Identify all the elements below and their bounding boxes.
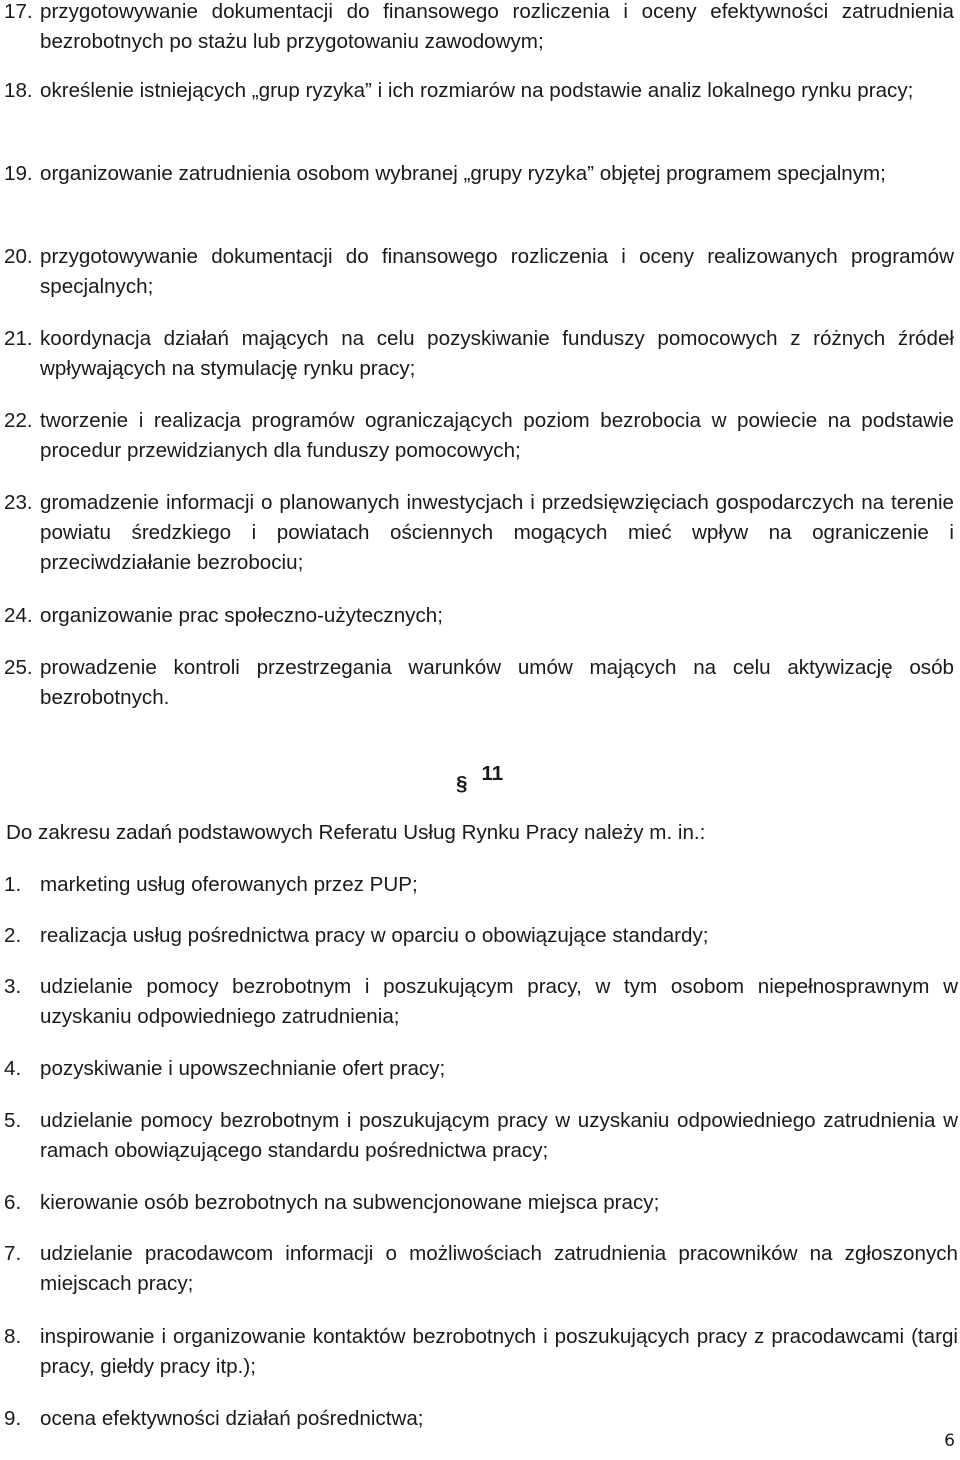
list-item-number: 24. — [4, 604, 33, 627]
section-number: 11 — [481, 762, 504, 785]
list-item-number: 23. — [4, 491, 33, 514]
list-item — [4, 242, 954, 302]
list-item — [4, 488, 954, 578]
list-item-number: 6. — [4, 1191, 22, 1214]
list-item-text: koordynacja działań mających na celu pozyskiwanie funduszy pomocowych z różnych źródeł wpływających na stymulację rynku pracy; — [40, 327, 954, 380]
list-item — [4, 870, 958, 900]
list-item — [4, 1239, 958, 1299]
list-item-number: 2. — [4, 924, 22, 947]
list-item-text: organizowanie prac społeczno-użytecznych; — [40, 604, 443, 627]
page-number: 6 — [944, 1431, 955, 1451]
list-item — [4, 76, 954, 106]
list-item-number: 8. — [4, 1325, 22, 1348]
list-item-number: 3. — [4, 975, 22, 998]
list-item — [4, 1188, 958, 1218]
list-item — [4, 653, 954, 713]
list-item — [4, 601, 954, 631]
list-item — [4, 1106, 958, 1166]
list-item-text: przygotowywanie dokumentacji do finansowego rozliczenia i oceny efektywności zatrudnienia bezrobotnych po stażu lub przygotowaniu zawodowym; — [40, 0, 954, 53]
list-item-text: udzielanie pracodawcom informacji o możliwościach zatrudnienia pracowników na zgłoszonych miejscach pracy; — [40, 1242, 958, 1295]
list-item — [4, 921, 958, 951]
list-item — [4, 0, 954, 57]
list-item-number: 9. — [4, 1407, 22, 1430]
list-item-number: 19. — [4, 162, 33, 185]
list-item-text: kierowanie osób bezrobotnych na subwencjonowane miejsca pracy; — [40, 1191, 660, 1214]
list-item — [4, 1322, 958, 1382]
list-item-number: 21. — [4, 327, 33, 350]
list-item — [4, 159, 954, 189]
list-item-text: marketing usług oferowanych przez PUP; — [40, 873, 418, 896]
section-heading — [456, 762, 504, 799]
list-item-text: prowadzenie kontroli przestrzegania warunków umów mających na celu aktywizację osób bezrobotnych. — [40, 656, 954, 709]
list-item-text: przygotowywanie dokumentacji do finansowego rozliczenia i oceny realizowanych programów specjalnych; — [40, 245, 954, 298]
section-intro: Do zakresu zadań podstawowych Referatu Usług Rynku Pracy należy m. in.: — [6, 821, 706, 844]
list-item-text: ocena efektywności działań pośrednictwa; — [40, 1407, 424, 1430]
paragraph-sign: § — [456, 772, 468, 795]
list-item-text: tworzenie i realizacja programów ograniczających poziom bezrobocia w powiecie na podstawie procedur przewidzianych dla funduszy pomocowych; — [40, 409, 954, 462]
list-item-number: 20. — [4, 245, 33, 268]
list-item — [4, 324, 954, 384]
list-item-text: udzielanie pomocy bezrobotnym i poszukującym pracy, w tym osobom niepełnosprawnym w uzyskaniu odpowiedniego zatrudnienia; — [40, 975, 958, 1028]
list-item-number: 1. — [4, 873, 22, 896]
list-item-text: realizacja usług pośrednictwa pracy w oparciu o obowiązujące standardy; — [40, 924, 709, 947]
list-item-number: 4. — [4, 1057, 22, 1080]
list-item — [4, 1054, 958, 1084]
list-item-number: 5. — [4, 1109, 22, 1132]
list-item-number: 17. — [4, 0, 33, 23]
list-item-text: określenie istniejących „grup ryzyka” i ich rozmiarów na podstawie analiz lokalnego rynku pracy; — [40, 79, 914, 102]
list-item-text: gromadzenie informacji o planowanych inwestycjach i przedsięwzięciach gospodarczych na terenie powiatu średzkiego i powiatach ościennych mogących mieć wpływ na ograniczenie i przeciwdziałanie bezrobociu; — [40, 491, 954, 574]
list-item-text: organizowanie zatrudnienia osobom wybranej „grupy ryzyka” objętej programem specjalnym; — [40, 162, 886, 185]
list-item-number: 7. — [4, 1242, 22, 1265]
list-item — [4, 406, 954, 466]
list-item-text: inspirowanie i organizowanie kontaktów bezrobotnych i poszukujących pracy z pracodawcami (targi pracy, giełdy pracy itp.); — [40, 1325, 958, 1378]
list-item-text: udzielanie pomocy bezrobotnym i poszukującym pracy w uzyskaniu odpowiedniego zatrudnienia w ramach obowiązującego standardu pośrednictwa pracy; — [40, 1109, 958, 1162]
list-item-number: 22. — [4, 409, 33, 432]
list-item-number: 18. — [4, 79, 33, 102]
list-item-text: pozyskiwanie i upowszechnianie ofert pracy; — [40, 1057, 446, 1080]
list-item — [4, 972, 958, 1032]
list-item — [4, 1404, 958, 1434]
list-item-number: 25. — [4, 656, 33, 679]
